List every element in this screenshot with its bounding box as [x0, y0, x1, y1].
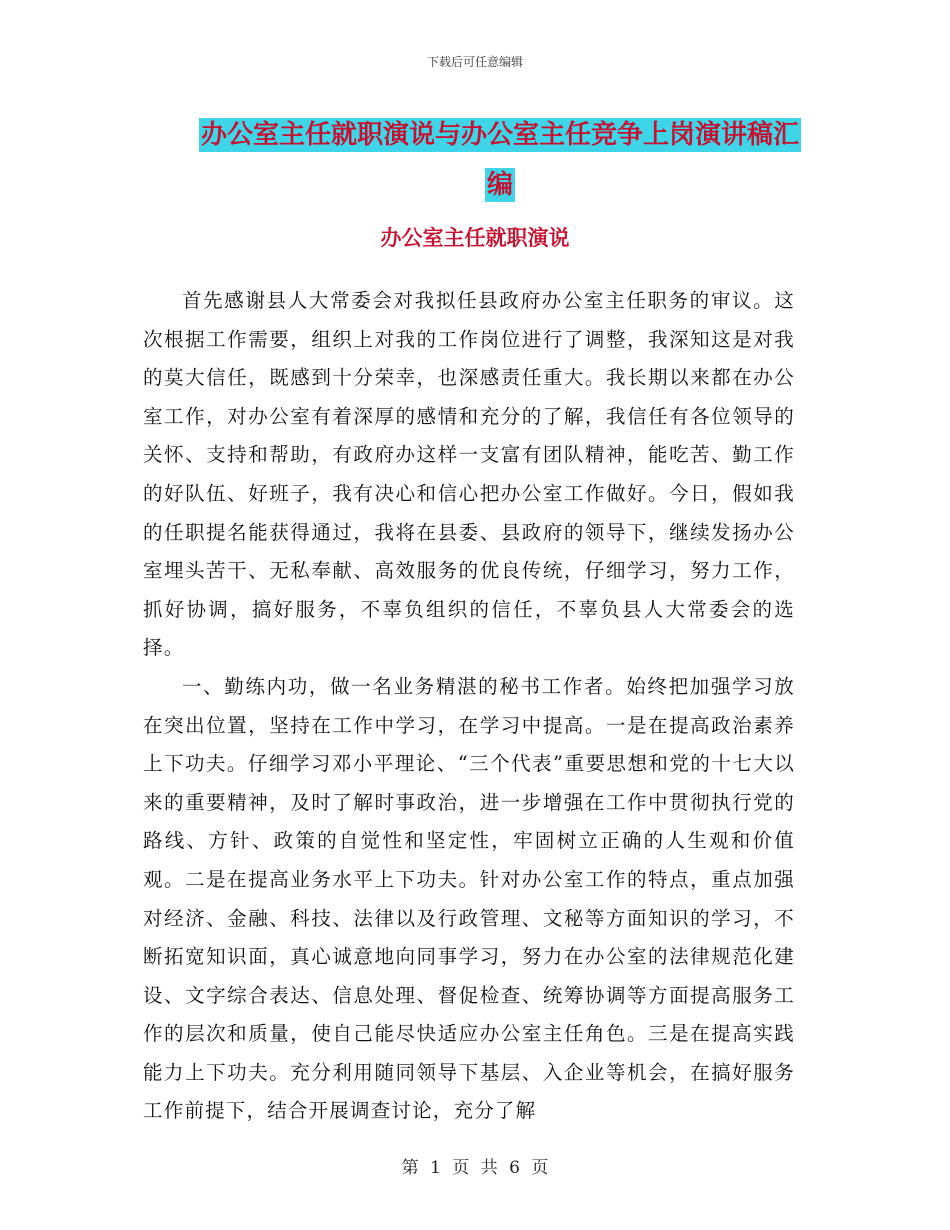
paragraph-2: 一、勤练内功，做一名业务精湛的秘书工作者。始终把加强学习放在突出位置，坚持在工作中学习，在学习中提高。一是在提高政治素养上下功夫。仔细学习邓小平理论、“三个代表”重要思想和党的十七大以来的重要精神，及时了解时事政治，进一步增强在工作中贯彻执行党的路线、方针、政策的自觉性和坚定性，牢固树立正确的人生观和价值观。二是在提高业务水平上下功夫。针对办公室工作的特点，重点加强对经济、金融、科技、法律以及行政管理、文秘等方面知识的学习，不断拓宽知识面，真心诚意地向同事学习，努力在办公室的法律规范化建设、文字综合表达、信息处理、督促检查、统筹协调等方面提高服务工作的层次和质量，使自己能尽快适应办公室主任角色。三是在提高实践能力上下功夫。充分利用随同领导下基层、入企业等机会，在搞好服务工作前提下，结合开展调查讨论，充分了解 — [143, 674, 795, 1123]
document-title — [190, 110, 810, 210]
header-note: 下载后可任意编辑 — [426, 55, 523, 69]
page-footer: 第 1 页 共 6 页 — [401, 1158, 549, 1178]
document-title-line2: 编 — [486, 170, 513, 200]
document-title-line1: 办公室主任就职演说与办公室主任竞争上岗演讲稿汇 — [200, 120, 799, 150]
body-text — [143, 282, 795, 1131]
paragraph-1: 首先感谢县人大常委会对我拟任县政府办公室主任职务的审议。这次根据工作需要，组织上对我的工作岗位进行了调整，我深知这是对我的莫大信任，既感到十分荣幸，也深感责任重大。我长期以来都在办公室工作，对办公室有着深厚的感情和充分的了解，我信任有各位领导的关怀、支持和帮助，有政府办这样一支富有团队精神，能吃苦、勤工作的好队伍、好班子，我有决心和信心把办公室工作做好。今日，假如我的任职提名能获得通过，我将在县委、县政府的领导下，继续发扬办公室埋头苦干、无私奉献、高效服务的优良传统，仔细学习，努力工作，抓好协调，搞好服务，不辜负组织的信任，不辜负县人大常委会的选择。 — [143, 289, 795, 660]
section-title: 办公室主任就职演说 — [380, 226, 570, 250]
